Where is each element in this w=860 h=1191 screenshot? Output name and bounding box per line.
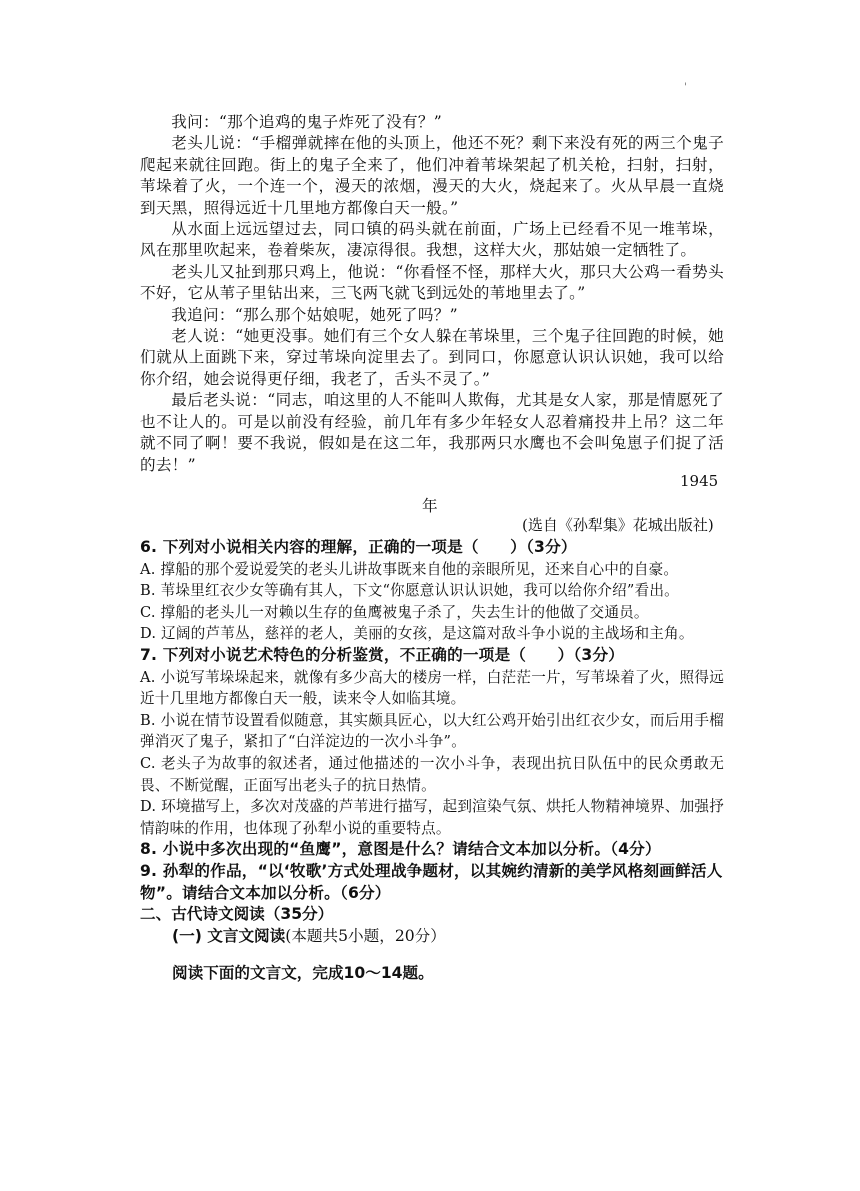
passage-paragraph: 老头儿说：“手榴弹就摔在他的头顶上，他还不死？剩下来没有死的两三个鬼子爬起来就往回跑。街上的鬼子全来了，他们冲着苇垛架起了机关枪，扫射，扫射，苇垛着了火，一个连一个，漫天的浓烟，漫天的大火，烧起来了。火从早晨一直烧到天黑，照得远近十几里地方都像白天一般。” xyxy=(140,134,724,217)
subsection-title: (一) 文言文阅读 xyxy=(172,926,286,945)
passage-paragraph: 从水面上远远望过去，同口镇的码头就在前面，广场上已经看不见一堆苇垛，风在那里吹起来，卷着柴灰，凄凉得很。我想，这样大火，那姑娘一定牺牲了。 xyxy=(140,220,724,260)
q7-option-d: D. 环境描写上，多次对茂盛的芦苇进行描写，起到渲染气氛、烘托人物精神境界、加强抒情韵味的作用，也体现了孙犁小说的重要特点。 xyxy=(140,798,724,837)
q7-option-b: B. 小说在情节设置看似随意，其实颇具匠心，以大红公鸡开始引出红衣少女，而后用手榴弹消灭了鬼子，紧扣了“白洋淀边的一次小斗争”。 xyxy=(140,711,724,751)
year-char: 年 xyxy=(422,497,438,515)
question-7: 7. 下列对小说艺术特色的分析鉴赏，不正确的一项是（ ）（3分） xyxy=(140,645,625,664)
q6-option-d: D. 辽阔的芦苇丛，慈祥的老人，美丽的女孩，是这篇对敌斗争小说的主战场和主角。 xyxy=(140,625,694,643)
questions xyxy=(140,537,724,985)
q7-option-a: A. 小说写苇垛垛起来，就像有多少高大的楼房一样，白茫茫一片，写苇垛着了火，照得远近十几里地方都像白天一般，读来令人如临其境。 xyxy=(140,668,724,708)
q7-option-c: C. 老头子为故事的叙述者，通过他描述的一次小斗争，表现出抗日队伍中的民众勇敢无畏、不断觉醒，正面写出老头子的抗日热情。 xyxy=(140,754,724,794)
question-6: 6. 下列对小说相关内容的理解，正确的一项是（ ）（3分） xyxy=(140,538,577,556)
passage xyxy=(140,112,724,476)
section-2-subheading xyxy=(172,926,724,948)
section-2-title: 二、古代诗文阅读（35分） xyxy=(140,905,334,924)
year-number: 1945 xyxy=(680,472,719,490)
header-mark: ' xyxy=(684,82,687,93)
subsection-note: (本题共5小题，20分） xyxy=(285,926,446,945)
q6-option-c: C. 撑船的老头儿一对赖以生存的鱼鹰被鬼子杀了，失去生计的他做了交通员。 xyxy=(140,603,649,621)
passage-paragraph: 老头儿又扯到那只鸡上，他说：“你看怪不怪，那样大火，那只大公鸡一看势头不好，它从苇子里钻出来，三飞两飞就飞到远处的苇地里去了。” xyxy=(140,262,724,303)
question-8: 8. 小说中多次出现的“鱼鹰”，意图是什么？请结合文本加以分析。（4分） xyxy=(140,840,661,859)
passage-paragraph: 最后老头说：“同志，咱这里的人不能叫人欺侮，尤其是女人家，那是情愿死了也不让人的。可是以前没有经验，前几年有多少年轻女人忍着痛投井上吊？这二年就不同了啊！要不我说，假如是在这二年，我那两只水鹰也不会叫兔崽子们捉了活的去！” xyxy=(140,391,724,474)
passage-paragraph: 老人说：“她更没事。她们有三个女人躲在苇垛里，三个鬼子往回跑的时候，她们就从上面跳下来，穿过苇垛向淀里去了。到同口，你愿意认识认识她，我可以给你介绍，她会说得更仔细，我老了，舌头不灵了。” xyxy=(140,327,724,388)
source-citation: (选自《孙犁集》花城出版社) xyxy=(522,516,714,534)
question-9: 9. 孙犁的作品，“以‘牧歌’方式处理战争题材，以其婉约清新的美学风格刻画鲜活人物”。请结合文本加以分析。（6分） xyxy=(140,861,723,902)
q6-option-b: B. 苇垛里红衣少女等确有其人，下文“你愿意认识认识她，我可以给你介绍”看出。 xyxy=(140,582,679,600)
reading-instruction: 阅读下面的文言文，完成10～14题。 xyxy=(172,964,434,983)
passage-paragraph: 我问：“那个追鸡的鬼子炸死了没有？” xyxy=(171,113,443,131)
passage-paragraph: 我追问：“那么那个姑娘呢，她死了吗？” xyxy=(171,305,458,324)
q6-option-a: A. 撑船的那个爱说爱笑的老头儿讲故事既来自他的亲眼所见，还来自心中的自豪。 xyxy=(140,560,679,578)
